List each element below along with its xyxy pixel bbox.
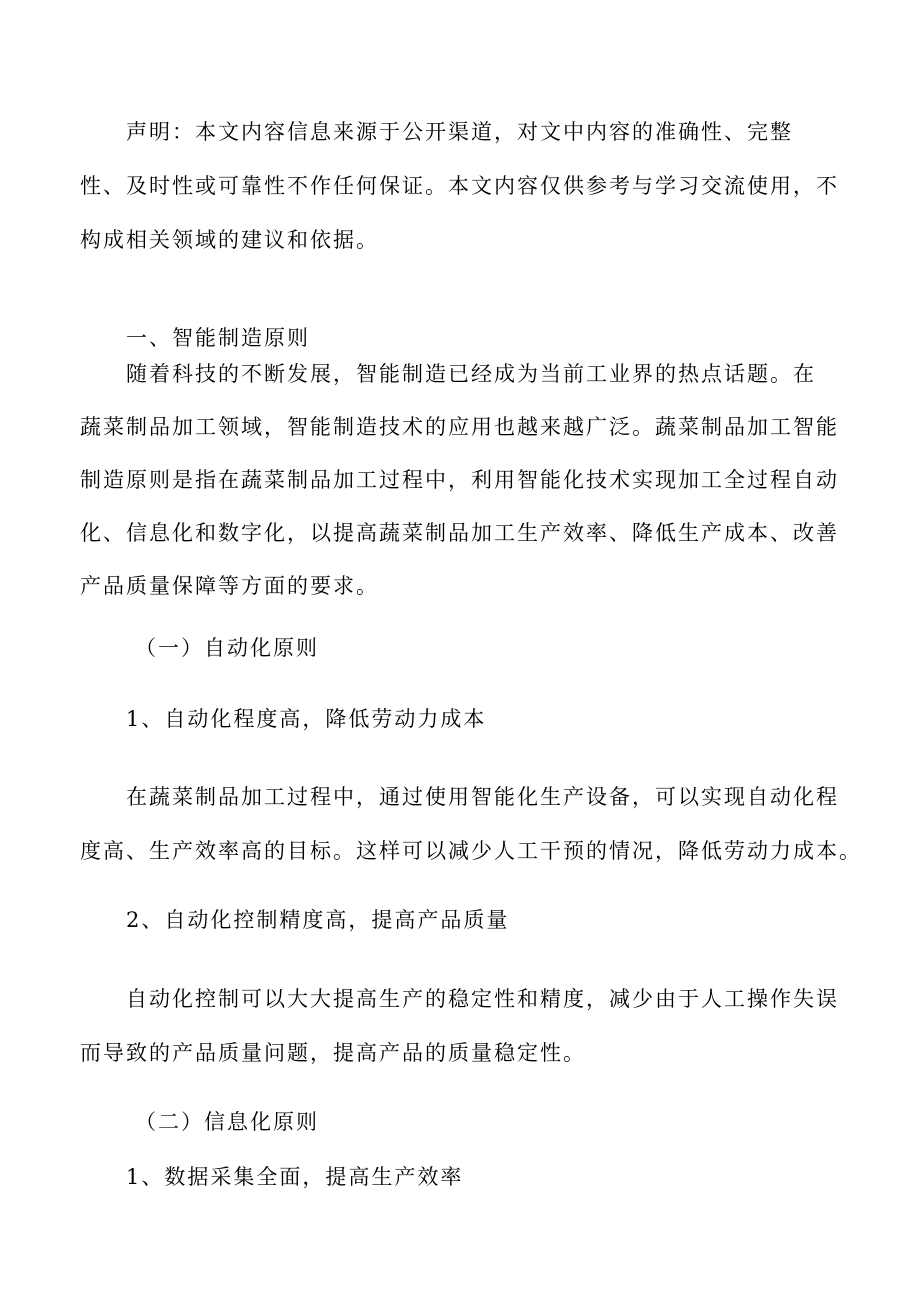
- disclaimer-line-1: 声明：本文内容信息来源于公开渠道，对文中内容的准确性、完整: [126, 120, 793, 144]
- item-heading-automation-degree: 1、自动化程度高，降低劳动力成本: [126, 707, 487, 731]
- item-heading-data-collection: 1、数据采集全面，提高生产效率: [126, 1165, 464, 1189]
- item1-para-line-2: 度高、生产效率高的目标。这样可以减少人工干预的情况，降低劳动力成本。: [80, 839, 862, 863]
- section1-para-line-4: 化、信息化和数字化，以提高蔬菜制品加工生产效率、降低生产成本、改善: [80, 521, 839, 545]
- section1-para-line-5: 产品质量保障等方面的要求。: [80, 574, 379, 598]
- item2-para-line-2: 而导致的产品质量问题，提高产品的质量稳定性。: [80, 1041, 586, 1065]
- section1-para-line-1: 随着科技的不断发展，智能制造已经成为当前工业界的热点话题。在: [126, 362, 816, 386]
- item1-para-line-1: 在蔬菜制品加工过程中，通过使用智能化生产设备，可以实现自动化程: [126, 785, 839, 809]
- subsection-heading-automation: （一）自动化原则: [135, 636, 319, 660]
- disclaimer-line-3: 构成相关领域的建议和依据。: [80, 228, 379, 252]
- section1-para-line-2: 蔬菜制品加工领域，智能制造技术的应用也越来越广泛。蔬菜制品加工智能: [80, 415, 839, 439]
- section1-para-line-3: 制造原则是指在蔬菜制品加工过程中，利用智能化技术实现加工全过程自动: [80, 468, 839, 492]
- item2-para-line-1: 自动化控制可以大大提高生产的稳定性和精度，减少由于人工操作失误: [126, 987, 839, 1011]
- item-heading-control-precision: 2、自动化控制精度高，提高产品质量: [126, 908, 510, 932]
- disclaimer-line-2: 性、及时性或可靠性不作任何保证。本文内容仅供参考与学习交流使用，不: [80, 174, 839, 198]
- section-heading-intelligent-manufacturing: 一、智能制造原则: [126, 326, 310, 350]
- subsection-heading-informatization: （二）信息化原则: [135, 1110, 319, 1134]
